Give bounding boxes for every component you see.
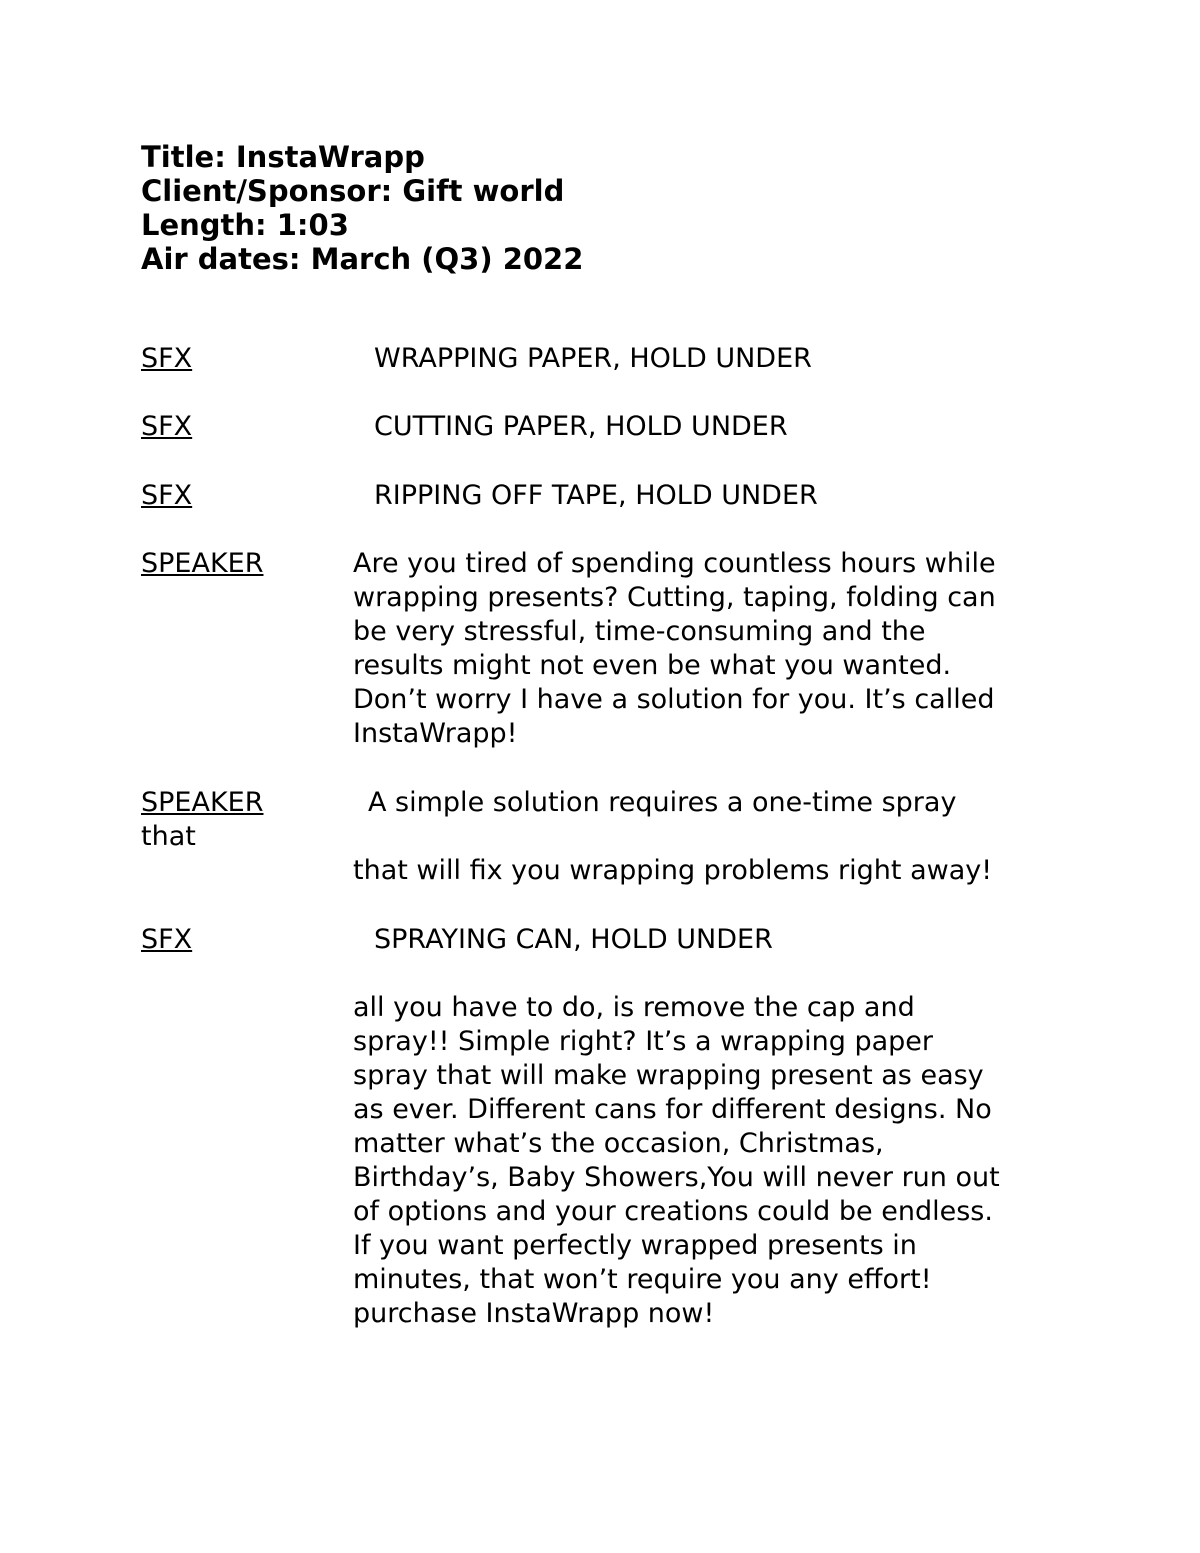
- sfx-1-text: WRAPPING PAPER, HOLD UNDER: [374, 343, 812, 374]
- cue-sfx-1: SFX: [141, 343, 193, 374]
- dialogue-line: spray that will make wrapping present as easy: [353, 1060, 984, 1091]
- client-line: Client/Sponsor: Gift world: [141, 174, 565, 208]
- sfx-3-text: RIPPING OFF TAPE, HOLD UNDER: [374, 480, 818, 511]
- dialogue-line: all you have to do, is remove the cap and: [353, 992, 915, 1023]
- air-dates-line: Air dates: March (Q3) 2022: [141, 242, 584, 276]
- dialogue-line: Birthday’s, Baby Showers,You will never run out: [353, 1162, 1000, 1193]
- cue-speaker-1: SPEAKER: [141, 548, 264, 579]
- dialogue-line: as ever. Different cans for different designs. No: [353, 1094, 992, 1125]
- dialogue-line: spray!! Simple right? It’s a wrapping paper: [353, 1026, 933, 1057]
- cue-speaker-2: SPEAKER: [141, 787, 264, 818]
- title-line: Title: InstaWrapp: [141, 140, 425, 174]
- sfx-4-text: SPRAYING CAN, HOLD UNDER: [374, 924, 773, 955]
- dialogue-line: be very stressful, time-consuming and the: [353, 616, 926, 647]
- length-line: Length: 1:03: [141, 208, 349, 242]
- cue-sfx-2: SFX: [141, 411, 193, 442]
- speaker-2-line-1: A simple solution requires a one-time spray: [368, 787, 957, 818]
- sfx-2-text: CUTTING PAPER, HOLD UNDER: [374, 411, 788, 442]
- dialogue-line: Are you tired of spending countless hours while: [353, 548, 996, 579]
- dialogue-line: Don’t worry I have a solution for you. It’s called: [353, 684, 995, 715]
- speaker-1-dialogue: [353, 547, 1073, 751]
- dialogue-line: matter what’s the occasion, Christmas,: [353, 1128, 884, 1159]
- dialogue-line: results might not even be what you wanted.: [353, 650, 952, 681]
- speaker-2-tail: that: [141, 821, 196, 852]
- dialogue-line: If you want perfectly wrapped presents in: [353, 1230, 917, 1261]
- speaker-2-line-2: that will fix you wrapping problems right away!: [353, 855, 993, 886]
- dialogue-line: minutes, that won’t require you any effort!: [353, 1264, 932, 1295]
- dialogue-line: purchase InstaWrapp now!: [353, 1298, 715, 1329]
- cue-sfx-4: SFX: [141, 924, 193, 955]
- dialogue-line: InstaWrapp!: [353, 718, 518, 749]
- dialogue-line: wrapping presents? Cutting, taping, folding can: [353, 582, 996, 613]
- script-header: [141, 140, 583, 276]
- dialogue-line: of options and your creations could be endless.: [353, 1196, 993, 1227]
- cue-sfx-3: SFX: [141, 480, 193, 511]
- closing-dialogue: [353, 991, 1073, 1331]
